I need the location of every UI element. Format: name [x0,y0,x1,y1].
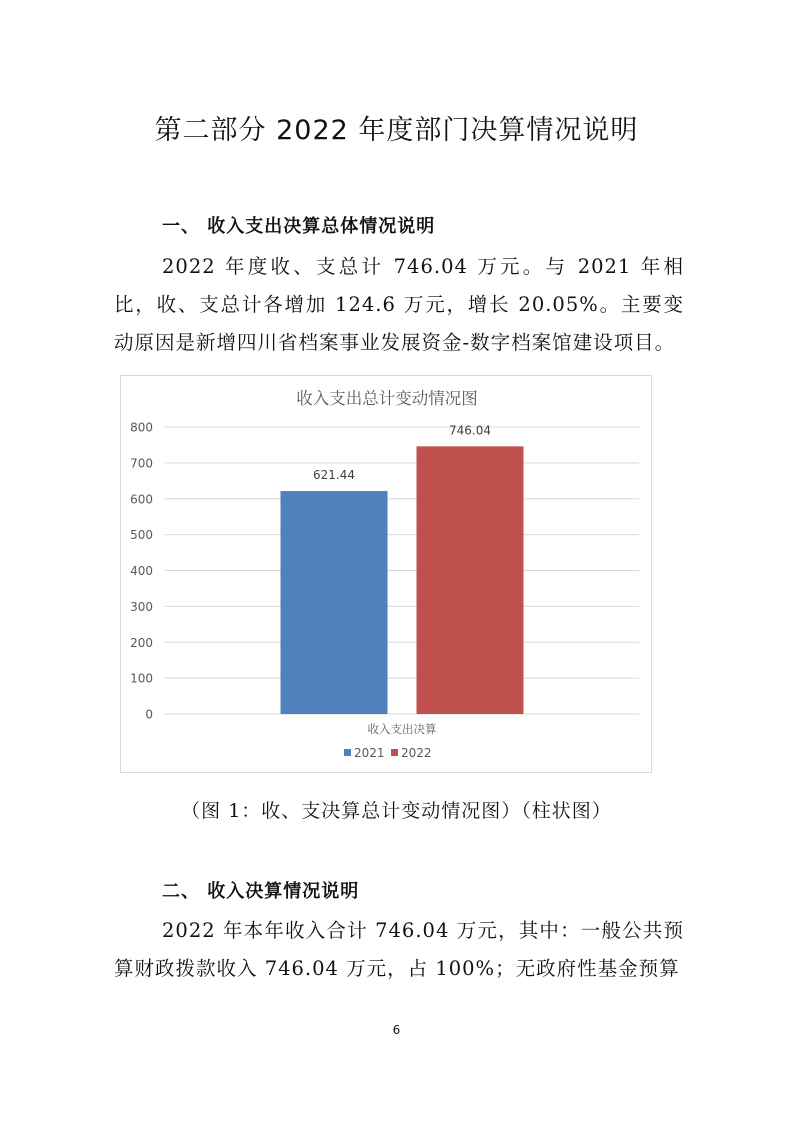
y-tick-label: 300 [130,599,153,614]
chart-gridlines [165,427,639,714]
y-tick-label: 600 [130,492,153,507]
chart-x-axis [368,722,437,736]
paragraph-income: 2022 年本年收入合计 746.04 万元，其中：一般公共预算财政拨款收入 746.04 万元，占 100%；无政府性基金预算 [114,919,684,980]
section-heading-income: 二、 收入决算情况说明 [162,881,360,902]
legend-label-2022: 2022 [401,746,432,760]
figure-caption: （图 1：收、支决算总计变动情况图）（柱状图） [181,800,612,822]
chart-title: 收入支出总计变动情况图 [296,389,478,408]
paragraph-overview: 2022 年度收、支总计 746.04 万元。与 2021 年相比，收、支总计各增加 124.6 万元，增长 20.05%。主要变动原因是新增四川省档案事业发展资金-数字档案馆建设项目。 [114,255,684,354]
bar-2021 [281,491,388,714]
y-tick-label: 700 [130,456,153,471]
y-tick-label: 400 [130,564,153,578]
chart-bars [281,446,524,714]
chart-canvas [121,376,653,774]
x-category-label: 收入支出决算 [367,722,437,736]
chart-y-axis [130,421,153,722]
y-tick-label: 0 [145,707,153,722]
y-tick-label: 200 [130,635,153,650]
legend-label-2021: 2021 [354,746,385,760]
y-tick-label: 500 [130,528,153,543]
page-number: 6 [392,1023,401,1037]
y-tick-label: 800 [130,420,153,435]
data-label-2022: 746.04 [449,423,491,438]
bar-chart [120,375,652,773]
data-label-2021: 621.44 [313,468,355,483]
chart-legend [344,746,432,760]
bar-2022 [417,446,524,714]
y-tick-label: 100 [130,671,153,686]
page-title: 第二部分 2022 年度部门决算情况说明 [154,115,639,146]
legend-swatch-2022 [391,749,398,756]
legend-swatch-2021 [344,749,351,756]
section-heading-overview: 一、 收入支出决算总体情况说明 [162,216,436,237]
